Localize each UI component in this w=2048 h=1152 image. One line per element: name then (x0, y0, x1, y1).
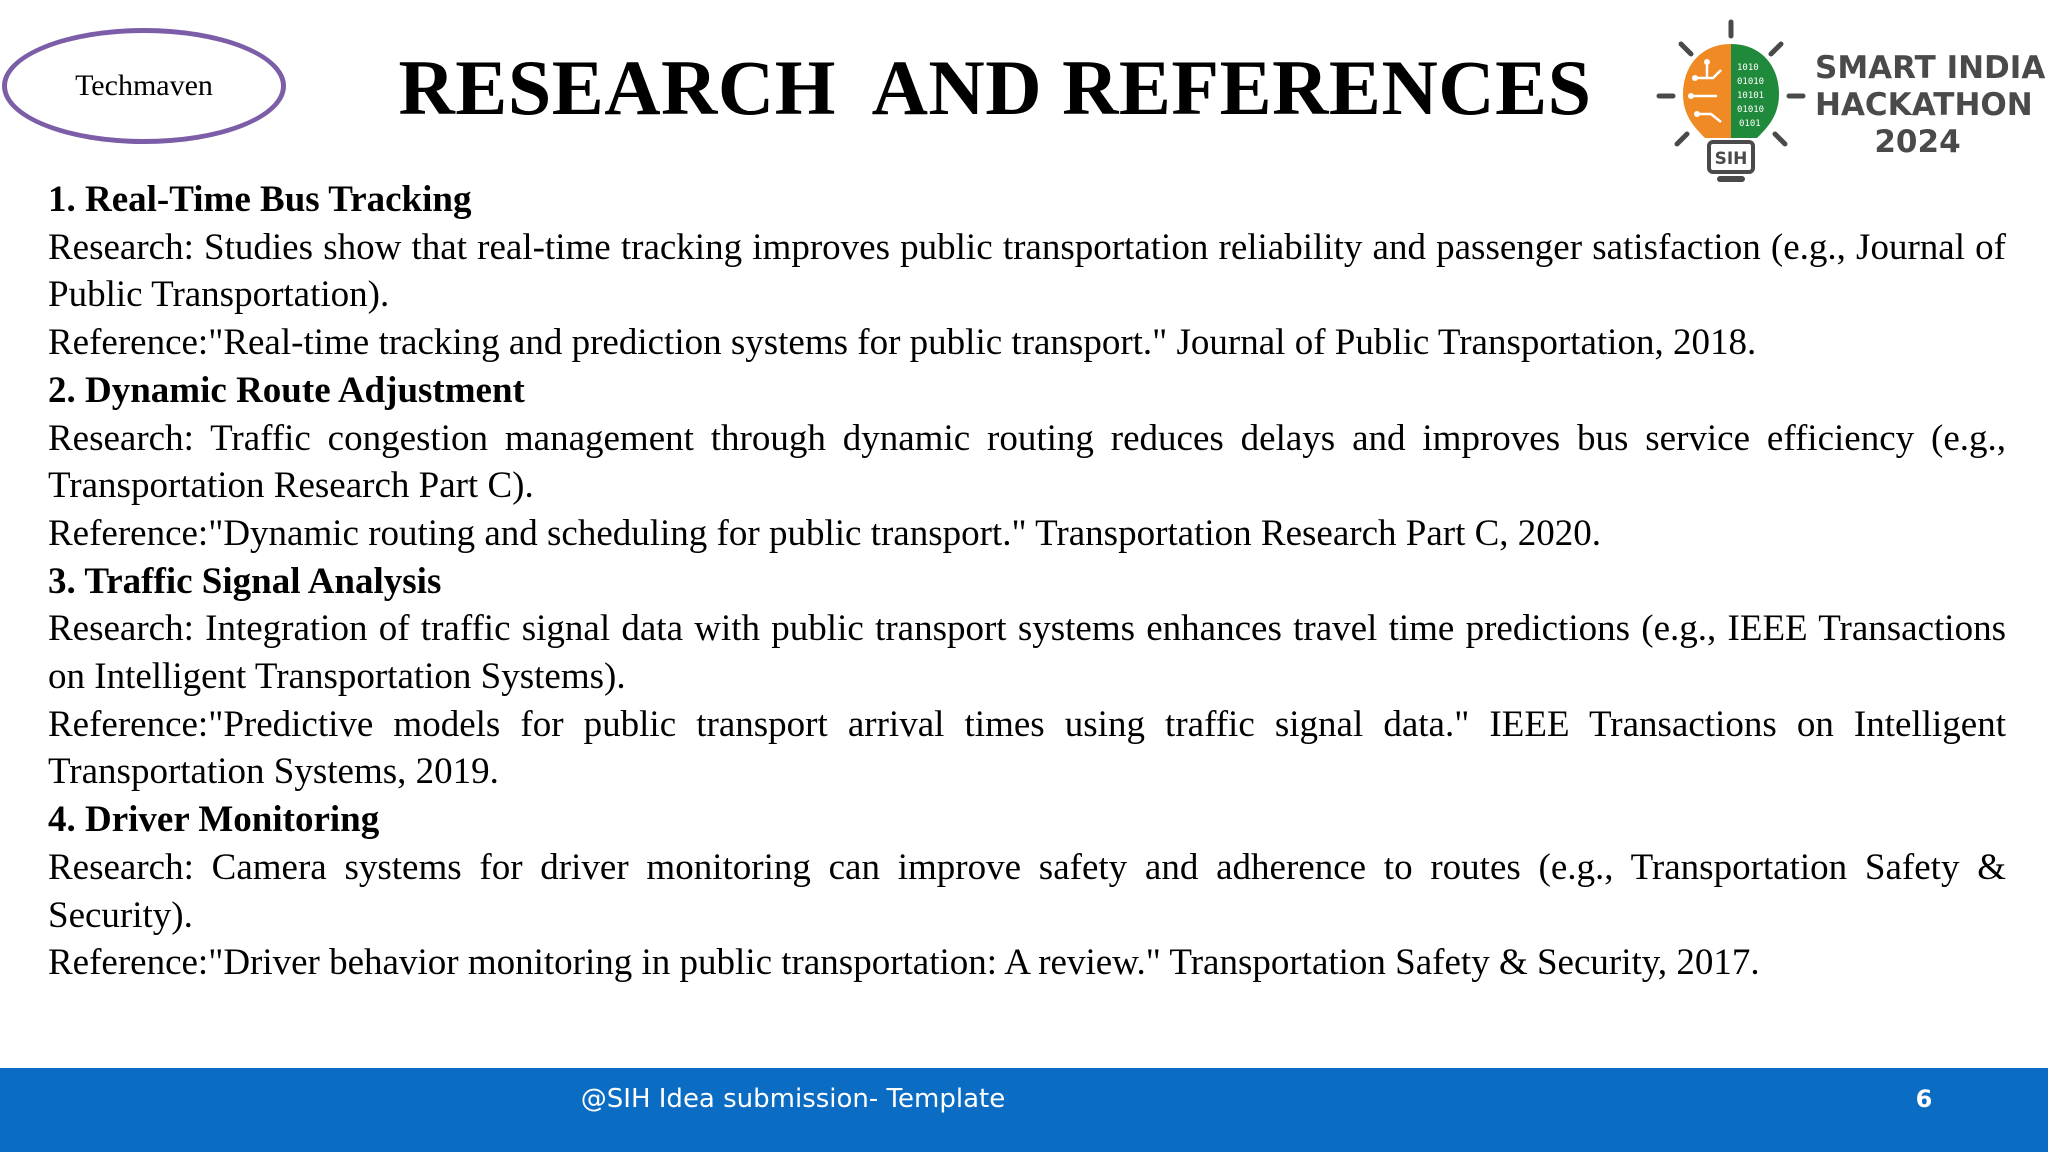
sih-logo (1655, 18, 2046, 193)
reference-text: Reference:"Driver behavior monitoring in public transportation: A review." Transportation Safety & Security, 2017. (48, 942, 1760, 984)
svg-text:1010: 1010 (1737, 63, 1759, 73)
svg-text:0101: 0101 (1739, 119, 1761, 129)
section-heading: 2. Dynamic Route Adjustment (48, 369, 525, 411)
section-traffic-signal-analysis (48, 558, 2006, 797)
logo-badge-text: SIH (1714, 149, 1748, 169)
section-heading: 1. Real-Time Bus Tracking (48, 179, 472, 220)
logo-line-3: 2024 (1874, 124, 1961, 160)
reference-text: Reference:"Dynamic routing and scheduling for public transport." Transportation Research Part C, 2020. (48, 512, 1602, 554)
team-name: Techmaven (75, 69, 213, 102)
svg-text:01010: 01010 (1737, 77, 1765, 87)
footer-bar (0, 1068, 2048, 1152)
reference-text: Reference:"Real-time tracking and prediction systems for public transport." Journal of Public Transportation, 2018. (48, 322, 1757, 364)
logo-text (1815, 50, 2046, 161)
logo-line-1: SMART INDIA (1815, 50, 2046, 86)
team-badge (2, 28, 286, 144)
section-dynamic-route-adjustment (48, 367, 2006, 558)
research-text: Research: Studies show that real-time tracking improves public transportation reliability and passenger satisfaction (e.g., Journal of Public Transportation). (48, 226, 2006, 316)
section-heading: 4. Driver Monitoring (48, 799, 380, 841)
page-number: 6 (1915, 1085, 1933, 1113)
reference-text: Reference:"Predictive models for public transport arrival times using traffic signal data." IEEE Transactions on Intelligent Transportation Systems, 2019. (48, 703, 2006, 793)
lightbulb-brain-icon (1655, 18, 1815, 193)
content-body (48, 176, 2006, 987)
research-text: Research: Camera systems for driver monitoring can improve safety and adherence to routes (e.g., Transportation Safety & Security). (48, 846, 2006, 936)
section-real-time-bus-tracking (48, 176, 2006, 367)
research-text: Research: Integration of traffic signal data with public transport systems enhances travel time predictions (e.g., IEEE Transactions on Intelligent Transportation Systems). (48, 608, 2006, 698)
svg-text:01010: 01010 (1737, 105, 1765, 115)
logo-line-2: HACKATHON (1815, 87, 2033, 123)
section-driver-monitoring (48, 796, 2006, 987)
footer-text: @SIH Idea submission- Template (580, 1084, 1006, 1114)
page-title: RESEARCH AND REFERENCES (398, 44, 1592, 131)
svg-text:10101: 10101 (1737, 91, 1765, 101)
research-text: Research: Traffic congestion management through dynamic routing reduces delays and improves bus service efficiency (e.g., Transportation Research Part C). (48, 417, 2006, 507)
section-heading: 3. Traffic Signal Analysis (48, 560, 442, 602)
